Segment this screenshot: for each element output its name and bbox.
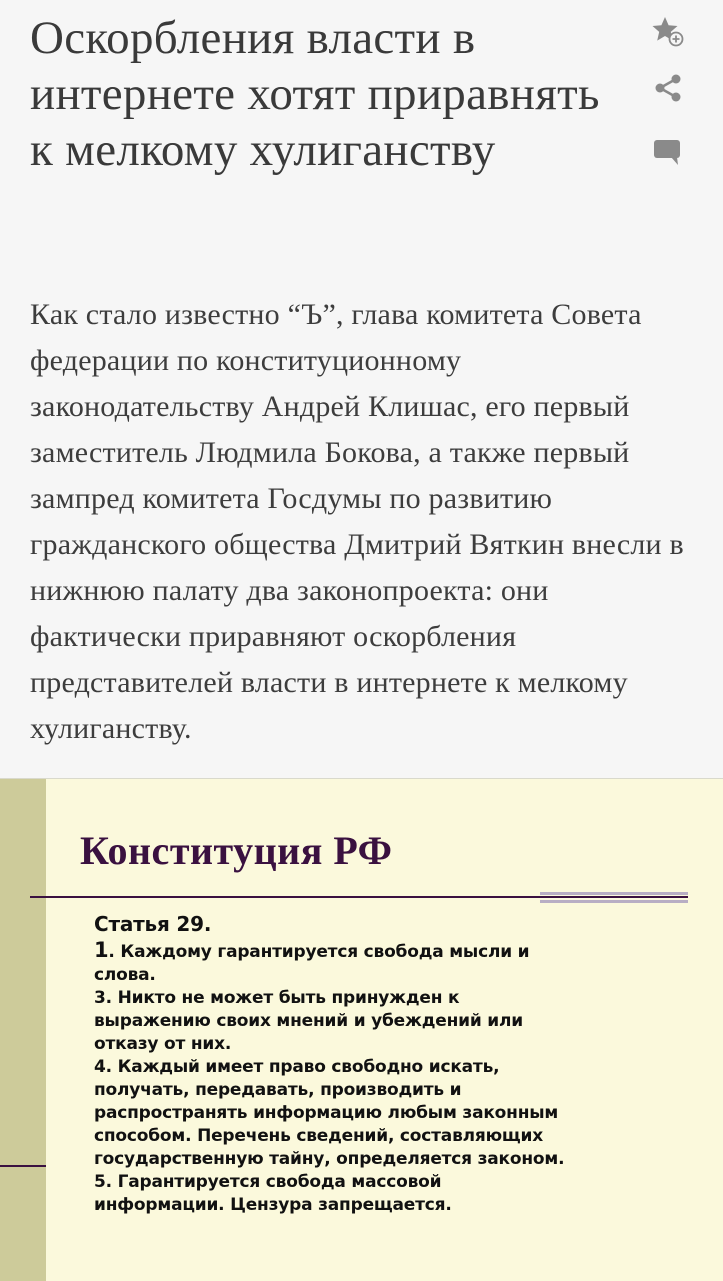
slide-line: 5. Гарантируется свобода массовой xyxy=(94,1172,442,1192)
slide-line: 4. Каждый имеет право свободно искать, xyxy=(94,1057,500,1077)
share-button[interactable] xyxy=(640,68,696,112)
article-lead: Как стало известно “Ъ”, глава комитета Совета федерации по конституционному законодательству Андрей Клишас, его первый заместитель Людмила Бокова, а также первый зампред комитета Госдумы по развитию гражданского общества Дмитрий Вяткин внесли в нижнюю палату два законопроекта: они фактически приравняют оскорбления представителей власти в интернете к мелкому хулиганству. xyxy=(30,298,684,745)
slide-line: слова. xyxy=(94,965,156,985)
article-headline: Оскорбления власти в интернете хотят приравнять к мелкому хулиганству xyxy=(30,12,600,176)
slide-title: Конституция РФ xyxy=(80,828,393,873)
bookmark-button[interactable] xyxy=(640,12,696,56)
slide-line: выражению своих мнений и убеждений или xyxy=(94,1011,523,1031)
slide-rule-accent-bottom xyxy=(540,900,688,903)
slide-line: распространять информацию любым законным xyxy=(94,1103,559,1123)
article-heading: Статья 29. xyxy=(94,912,212,936)
slide-line: информации. Цензура запрещается. xyxy=(94,1195,452,1215)
slide-rule-accent-top xyxy=(540,892,688,895)
slide-line: 3. Никто не может быть принужден к xyxy=(94,988,460,1008)
slide-sidebar-rule xyxy=(0,1165,46,1167)
constitution-slide-image xyxy=(0,778,723,1281)
slide-line: способом. Перечень сведений, составляющих xyxy=(94,1126,543,1146)
slide-line: отказу от них. xyxy=(94,1034,232,1054)
slide-sidebar xyxy=(0,779,46,1281)
slide-line: 1. Каждому гарантируется свобода мысли и xyxy=(94,938,530,962)
slide-line: государственную тайну, определяется законом. xyxy=(94,1149,565,1169)
star-add-icon xyxy=(650,14,686,54)
slide-title-rule xyxy=(30,896,688,898)
comments-button[interactable] xyxy=(640,132,696,176)
slide-line: получать, передавать, производить и xyxy=(94,1080,462,1100)
slide-body xyxy=(94,909,694,1217)
share-icon xyxy=(651,73,685,107)
comment-icon xyxy=(651,135,685,173)
